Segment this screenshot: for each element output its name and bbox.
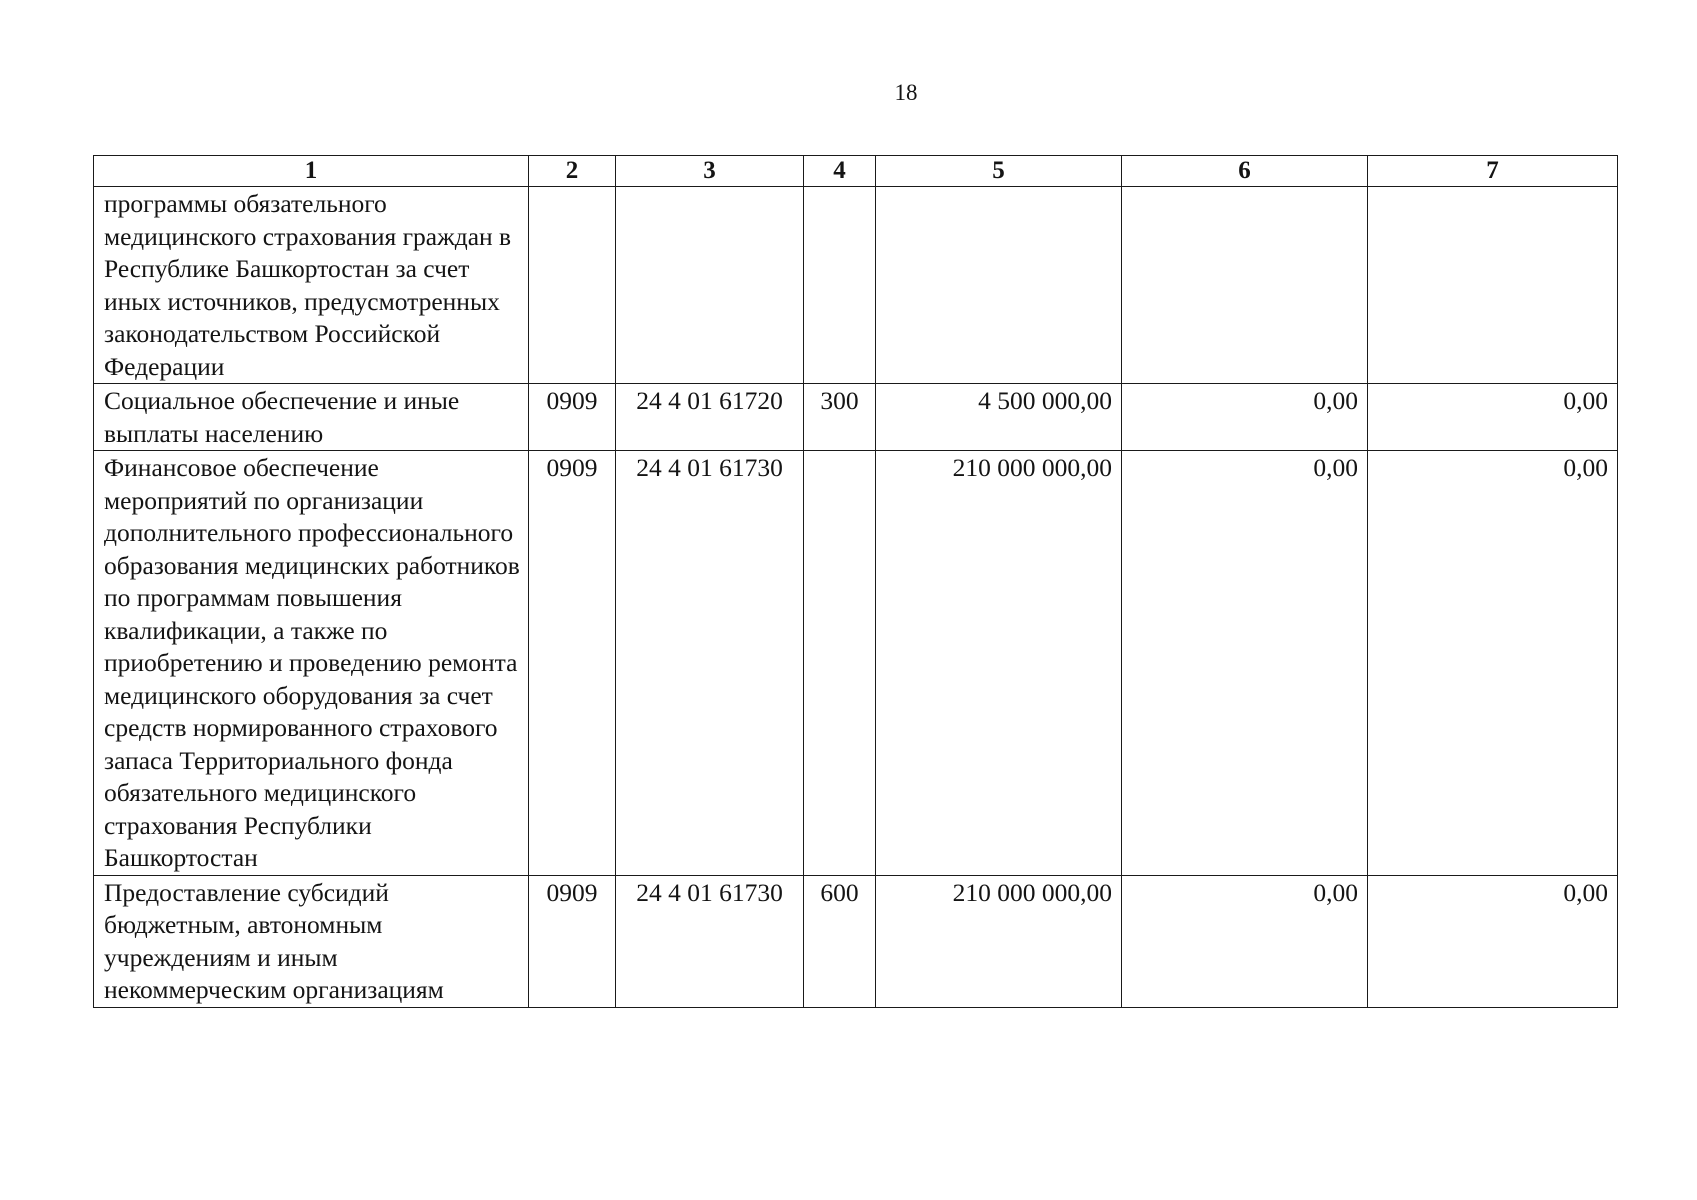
- amount-cell-col6: 0,00: [1122, 875, 1368, 1007]
- amount-cell-col7: 0,00: [1368, 875, 1618, 1007]
- column-header-2: 2: [529, 156, 616, 187]
- amount-cell-col5: 210 000 000,00: [876, 875, 1122, 1007]
- row-name-cell: Социальное обеспечение и иные выплаты населению: [94, 384, 529, 451]
- amount-cell-col6: 0,00: [1122, 451, 1368, 876]
- header-row: [94, 156, 1618, 187]
- amount-cell-col7: 0,00: [1368, 451, 1618, 876]
- target-article-cell: 24 4 01 61720: [616, 384, 804, 451]
- amount-cell-col5: 4 500 000,00: [876, 384, 1122, 451]
- section-code-cell: 0909: [529, 384, 616, 451]
- budget-table: [93, 155, 1618, 1008]
- section-code-cell: 0909: [529, 875, 616, 1007]
- expense-type-cell: [804, 451, 876, 876]
- amount-cell-col6: 0,00: [1122, 384, 1368, 451]
- column-header-5: 5: [876, 156, 1122, 187]
- row-name-cell: Предоставление субсидий бюджетным, автономным учреждениям и иным некоммерческим организациям: [94, 875, 529, 1007]
- row-name-cell: программы обязательного медицинского страхования граждан в Республике Башкортостан за счет иных источников, предусмотренных законодательством Российской Федерации: [94, 187, 529, 384]
- page-number: 18: [894, 80, 918, 105]
- amount-cell-col7: 0,00: [1368, 384, 1618, 451]
- expense-type-cell: [804, 187, 876, 384]
- row-name-cell: Финансовое обеспечение мероприятий по организации дополнительного профессионального образования медицинских работников по программам повышения квалификации, а также по приобретению и проведению ремонта медицинского оборудования за счет средств нормированного страхового запаса Территориального фонда обязательного медицинского страхования Республики Башкортостан: [94, 451, 529, 876]
- target-article-cell: 24 4 01 61730: [616, 875, 804, 1007]
- amount-cell-col6: [1122, 187, 1368, 384]
- table-row: [94, 384, 1618, 451]
- amount-cell-col5: 210 000 000,00: [876, 451, 1122, 876]
- column-header-3: 3: [616, 156, 804, 187]
- table-row: [94, 451, 1618, 876]
- target-article-cell: [616, 187, 804, 384]
- table-row: [94, 187, 1618, 384]
- amount-cell-col7: [1368, 187, 1618, 384]
- section-code-cell: [529, 187, 616, 384]
- column-header-6: 6: [1122, 156, 1368, 187]
- column-header-4: 4: [804, 156, 876, 187]
- amount-cell-col5: [876, 187, 1122, 384]
- section-code-cell: 0909: [529, 451, 616, 876]
- column-header-7: 7: [1368, 156, 1618, 187]
- column-header-1: 1: [94, 156, 529, 187]
- table-row: [94, 875, 1618, 1007]
- expense-type-cell: 600: [804, 875, 876, 1007]
- target-article-cell: 24 4 01 61730: [616, 451, 804, 876]
- expense-type-cell: 300: [804, 384, 876, 451]
